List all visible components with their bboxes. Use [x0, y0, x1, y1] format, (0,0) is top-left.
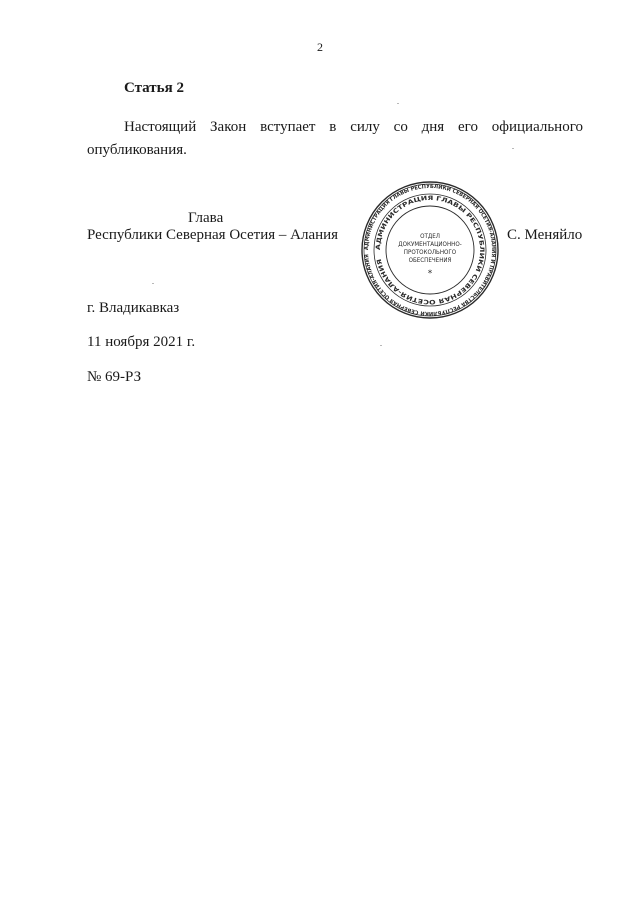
page-number: 2 — [317, 40, 323, 54]
scan-speck — [152, 283, 154, 284]
stamp-center-line-4: ОБЕСПЕЧЕНИЯ — [408, 257, 452, 264]
scan-speck — [397, 103, 399, 104]
scan-speck — [512, 148, 514, 149]
signatory-organization: Республики Северная Осетия – Алания — [87, 227, 339, 243]
official-stamp — [360, 180, 500, 320]
scan-speck — [380, 345, 382, 346]
law-number: № 69-РЗ — [87, 369, 142, 385]
stamp-center-line-3: ПРОТОКОЛЬНОГО — [403, 249, 457, 256]
stamp-star-icon: * — [427, 269, 433, 279]
stamp-outer-ring-text: АДМИНИСТРАЦИЯ ГЛАВЫ РЕСПУБЛИКИ СЕВЕРНАЯ ОСЕТИЯ-АЛАНИЯ И ПРАВИТЕЛЬСТВА РЕСПУБЛИКИ СЕВЕРНАЯ ОСЕТИЯ-АЛАНИЯ — [363, 183, 497, 317]
place-of-signing: г. Владикавказ — [87, 300, 180, 316]
signatory-name: С. Меняйло — [507, 227, 583, 243]
article-paragraph — [87, 116, 583, 162]
signing-date: 11 ноября 2021 г. — [87, 334, 196, 350]
article-heading: Статья 2 — [124, 80, 184, 96]
stamp-center-line-1: ОТДЕЛ — [420, 233, 440, 240]
stamp-center-line-2: ДОКУМЕНТАЦИОННО- — [398, 241, 462, 248]
stamp-inner-ring-text: АДМИНИСТРАЦИЯ ГЛАВЫ РЕСПУБЛИКИ СЕВЕРНАЯ ОСЕТИЯ-АЛАНИЯ — [374, 194, 486, 306]
signatory-title: Глава — [188, 210, 224, 226]
paragraph-line-2: опубликования. — [87, 142, 187, 158]
paragraph-line-1: Настоящий Закон вступает в силу со дня его официального — [124, 119, 583, 135]
